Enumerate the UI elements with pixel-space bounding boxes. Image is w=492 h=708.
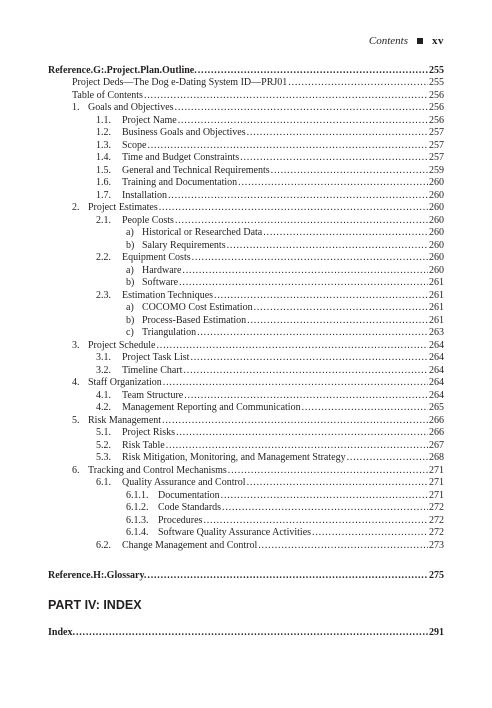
toc-entry-label: Project Deds—The Dog e-Dating System ID—PRJ01 [72, 77, 288, 88]
toc-entry-label: Risk Management [88, 415, 162, 426]
toc-entry-number: 2.1. [96, 215, 111, 226]
toc-entry[interactable] [48, 376, 444, 389]
toc-entry-number: a) [126, 302, 134, 313]
toc-entry[interactable] [48, 76, 444, 89]
toc-entry-label: Reference.H:.Glossary. [48, 570, 147, 581]
toc-entry-label: Timeline Chart [122, 365, 183, 376]
toc-entry[interactable] [48, 501, 444, 514]
toc-entry[interactable] [48, 569, 444, 582]
dot-leader [159, 201, 428, 214]
toc-entry-page: 259 [429, 165, 444, 176]
toc-entry-page: 264 [429, 365, 444, 376]
running-header-title: Contents [368, 35, 408, 47]
toc-entry-number: 5.2. [96, 440, 111, 451]
toc-entry-label: Time and Budget Constraints [122, 152, 240, 163]
dot-leader [347, 451, 428, 464]
toc-entry-number: 6.1. [96, 477, 111, 488]
toc-entry-page: 275 [429, 570, 444, 581]
toc-entry-number: 4. [72, 377, 80, 388]
toc-entry-page: 271 [429, 465, 444, 476]
toc-entry-label: Quality Assurance and Control [122, 477, 246, 488]
dot-leader [163, 376, 428, 389]
toc-entry-number: a) [126, 227, 134, 238]
toc-entry-label: General and Technical Requirements [122, 165, 270, 176]
toc-entry[interactable] [48, 526, 444, 539]
toc-entry-label: Goals and Objectives [88, 102, 174, 113]
toc-entry[interactable] [48, 201, 444, 214]
toc-entry-number: 2. [72, 202, 80, 213]
toc-entry[interactable] [48, 451, 444, 464]
toc-entry-label: Risk Table [122, 440, 165, 451]
toc-entry-page: 260 [429, 240, 444, 251]
toc-entry[interactable] [48, 151, 444, 164]
toc-entry[interactable] [48, 401, 444, 414]
toc-entry-label: Management Reporting and Communication [122, 402, 301, 413]
dot-leader [222, 501, 428, 514]
toc-entry-page: 257 [429, 152, 444, 163]
toc-entry-label: Training and Documentation [122, 177, 238, 188]
dot-leader [192, 251, 428, 264]
toc-entry-page: 264 [429, 340, 444, 351]
dot-leader [258, 539, 428, 552]
toc-entry-number: 1.7. [96, 190, 111, 201]
dot-leader [254, 301, 428, 314]
toc-entry-number: 4.2. [96, 402, 111, 413]
toc-entry[interactable] [48, 476, 444, 489]
toc-entry-number: 5.1. [96, 427, 111, 438]
toc-entry-number: 6.1.3. [126, 515, 149, 526]
toc-entry-page: 271 [429, 477, 444, 488]
toc-entry[interactable] [48, 226, 444, 239]
toc-entry-page: 260 [429, 177, 444, 188]
toc-entry-label: Project Estimates [88, 202, 158, 213]
toc-entry-page: 263 [429, 327, 444, 338]
dot-leader [175, 101, 428, 114]
toc-entry-page: 271 [429, 490, 444, 501]
toc-entry[interactable] [48, 351, 444, 364]
toc-entry-page: 264 [429, 377, 444, 388]
toc-entry-label: Table of Contents [72, 90, 143, 101]
toc-entry-label: Software Quality Assurance Activities [158, 527, 312, 538]
toc-entry-page: 256 [429, 90, 444, 101]
toc-entry[interactable] [48, 426, 444, 439]
toc-entry-label: Hardware [142, 265, 182, 276]
toc-entry-page: 260 [429, 202, 444, 213]
toc-entry-label: Triangulation [142, 327, 197, 338]
toc-entry-page: 261 [429, 315, 444, 326]
toc-entry-page: 265 [429, 402, 444, 413]
dot-leader [197, 326, 428, 339]
toc-entry-number: 2.2. [96, 252, 111, 263]
toc-entry-label: Documentation [158, 490, 220, 501]
toc-entry-label: Reference.G:.Project.Plan.Outline. [48, 65, 197, 76]
toc-entry[interactable] [48, 539, 444, 552]
dot-leader [302, 401, 428, 414]
dot-leader [179, 276, 428, 289]
toc-entry-page: 260 [429, 227, 444, 238]
toc-entry-label: Change Management and Control [122, 540, 258, 551]
page-number: xv [432, 35, 444, 47]
toc-entry-number: 1.1. [96, 115, 111, 126]
toc-entry-page: 272 [429, 502, 444, 513]
toc-entry-number: b) [126, 277, 135, 288]
toc-entry[interactable] [48, 176, 444, 189]
toc-entry-page: 264 [429, 352, 444, 363]
toc-entry-page: 260 [429, 215, 444, 226]
toc-entry-page: 266 [429, 427, 444, 438]
toc-entry-label: Project Task List [122, 352, 190, 363]
toc-entry-label: Software [142, 277, 179, 288]
toc-entry-number: 6.1.4. [126, 527, 149, 538]
toc-entry-number: 3. [72, 340, 80, 351]
toc-entry-label: Equipment Costs [122, 252, 191, 263]
toc-entry-label: Procedures [158, 515, 203, 526]
toc-entry-page: 260 [429, 265, 444, 276]
toc-entry-number: b) [126, 315, 135, 326]
dot-leader [240, 151, 428, 164]
dot-leader [76, 626, 428, 639]
toc-entry-label: Staff Organization [88, 377, 162, 388]
dot-leader [147, 569, 428, 582]
toc-entry-page: 261 [429, 302, 444, 313]
toc-entry-label: Project Name [122, 115, 177, 126]
toc-entry[interactable] [48, 301, 444, 314]
dot-leader [247, 476, 428, 489]
square-bullet-icon [417, 38, 423, 44]
toc-entry-page: 267 [429, 440, 444, 451]
toc-entry[interactable] [48, 101, 444, 114]
toc-entry-label: Code Standards [158, 502, 222, 513]
toc-entry-page: 268 [429, 452, 444, 463]
toc-entry-number: 5.3. [96, 452, 111, 463]
toc-entry-number: 3.1. [96, 352, 111, 363]
toc-entry-number: 1.3. [96, 140, 111, 151]
toc-entry-page: 260 [429, 252, 444, 263]
toc-entry[interactable] [48, 276, 444, 289]
toc-entry-label: Salary Requirements [142, 240, 226, 251]
toc-entry-number: 4.1. [96, 390, 111, 401]
part-heading: PART IV: INDEX [48, 598, 142, 612]
dot-leader [312, 526, 428, 539]
toc-entry-page: 257 [429, 140, 444, 151]
toc-entry-page: 256 [429, 102, 444, 113]
toc-entry-number: 3.2. [96, 365, 111, 376]
toc-entry-page: 261 [429, 290, 444, 301]
dot-leader [288, 76, 428, 89]
toc-entry-label: Historical or Researched Data [142, 227, 263, 238]
toc-entry-label: Scope [122, 140, 147, 151]
toc-entry-label: Team Structure [122, 390, 184, 401]
toc-entry-number: b) [126, 240, 135, 251]
dot-leader [247, 126, 428, 139]
toc-entry-label: Project Risks [122, 427, 176, 438]
toc-entry-label: Risk Mitigation, Monitoring, and Management Strategy [122, 452, 346, 463]
toc-entry-label: People Costs [122, 215, 174, 226]
toc-entry-number: 1. [72, 102, 80, 113]
dot-leader [263, 226, 428, 239]
toc-entry-number: 6.1.2. [126, 502, 149, 513]
toc-entry-label: Project Schedule [88, 340, 156, 351]
toc-entry[interactable] [48, 126, 444, 139]
running-header [369, 35, 444, 47]
toc-entry-number: 2.3. [96, 290, 111, 301]
toc-entry-page: 291 [429, 627, 444, 638]
toc-entry-number: a) [126, 265, 134, 276]
toc-entry-page: 272 [429, 515, 444, 526]
dot-leader [190, 351, 428, 364]
toc-entry-label: COCOMO Cost Estimation [142, 302, 253, 313]
toc-entry-label: Estimation Techniques [122, 290, 214, 301]
toc-entry-label: Tracking and Control Mechanisms [88, 465, 227, 476]
toc-entry-page: 273 [429, 540, 444, 551]
toc-entry-page: 266 [429, 415, 444, 426]
toc-entry-number: 1.5. [96, 165, 111, 176]
toc-entry-label: Business Goals and Objectives [122, 127, 246, 138]
toc-entry[interactable] [48, 251, 444, 264]
toc-entry-label: Index. [48, 627, 75, 638]
toc-entry[interactable] [48, 326, 444, 339]
toc-entry-page: 257 [429, 127, 444, 138]
toc-entry-page: 255 [429, 65, 444, 76]
dot-leader [238, 176, 428, 189]
toc-entry-label: Process-Based Estimation [142, 315, 247, 326]
dot-leader [176, 426, 428, 439]
toc-entry-number: c) [126, 327, 134, 338]
toc-entry-number: 6.2. [96, 540, 111, 551]
toc-entry-number: 6.1.1. [126, 490, 149, 501]
toc-entry-page: 264 [429, 390, 444, 401]
toc-entry-number: 1.2. [96, 127, 111, 138]
toc-entry-number: 6. [72, 465, 80, 476]
toc-entry-number: 5. [72, 415, 80, 426]
toc-entry-number: 1.4. [96, 152, 111, 163]
toc-entry-page: 260 [429, 190, 444, 201]
toc-entry-page: 272 [429, 527, 444, 538]
toc-entry-number: 1.6. [96, 177, 111, 188]
toc-entry-page: 255 [429, 77, 444, 88]
toc-entry[interactable] [48, 626, 444, 639]
toc-entry-page: 256 [429, 115, 444, 126]
toc-entry-page: 261 [429, 277, 444, 288]
toc-entry-label: Installation [122, 190, 167, 201]
